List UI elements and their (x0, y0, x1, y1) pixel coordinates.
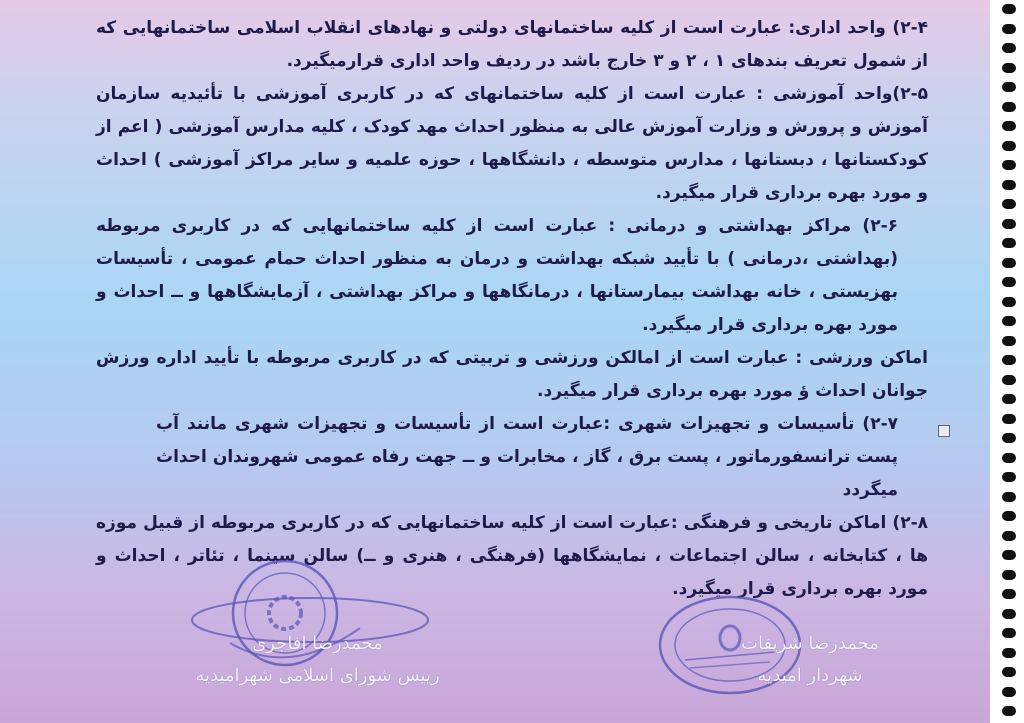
paragraph-educational: ۲-۵)واحد آموزشی : عبارت است از کلیه ساختمانهای که در کاربری آموزشی با تأئیدیه سازمان آموزش و پرورش و وزارت آموزش عالی به منظور احداث مهد کودک ، کلیه مدارس آموزشی ( اعم از کودکستانها ، دبستانها ، مدارس متوسطه ، دانشگاهها ، حوزه علمیه و سایر مراکز آموزشی ) احداث و مورد بهره برداری قرار میگیرد. (96, 84, 928, 203)
binding-hole-icon (1002, 316, 1016, 326)
binding-hole-icon (1002, 199, 1016, 209)
binding-hole-icon (1002, 336, 1016, 346)
binding-hole-icon (1002, 667, 1016, 677)
binding-hole-icon (1002, 492, 1016, 502)
mayor-title: شهردار امیدیه (757, 665, 863, 686)
binding-hole-icon (1002, 414, 1016, 424)
binding-hole-icon (1002, 550, 1016, 560)
binding-hole-icon (1002, 82, 1016, 92)
binding-hole-icon (1002, 433, 1016, 443)
binding-hole-icon (1002, 219, 1016, 229)
binding-hole-icon (1002, 511, 1016, 521)
binding-hole-icon (1002, 180, 1016, 190)
mayor-name: محمدرضا شریفات (741, 633, 879, 654)
binding-hole-icon (1002, 394, 1016, 404)
binding-hole-icon (1002, 570, 1016, 580)
paragraph-health: ۲-۶) مراکز بهداشتی و درمانی : عبارت است از کلیه ساختمانهایی که در کاربری مربوطه (بهداشتی ،درمانی ) با تأیید شبکه بهداشت و درمان به منظور احداث حمام عمومی ، تأسیسات بهزیستی ، خانه بهداشت بیمارستانها ، درمانگاهها و مراکز بهداشتی ، آزمایشگاهها و ــ احداث و مورد بهره برداری قرار میگیرد. (96, 216, 898, 335)
binding-hole-icon (1002, 102, 1016, 112)
binding-hole-icon (1002, 141, 1016, 151)
binding-hole-icon (1002, 160, 1016, 170)
binding-hole-icon (1002, 277, 1016, 287)
binding-hole-icon (1002, 258, 1016, 268)
binding-hole-icon (1002, 63, 1016, 73)
paragraph-sports: اماکن ورزشی : عبارت است از امالکن ورزشی و تربیتی که در کاربری مربوطه با تأیید اداره ورزش جوانان احداث ؤ مورد بهره برداری قرار میگیرد. (96, 348, 928, 401)
binding-hole-icon (1002, 121, 1016, 131)
council-head-title: رییس شورای اسلامی شهرامیدیه (195, 665, 440, 686)
binding-hole-icon (1002, 472, 1016, 482)
council-head-name: محمدرضا افاجری (252, 633, 383, 654)
binding-hole-icon (1002, 238, 1016, 248)
paragraph-administrative: ۲-۴) واحد اداری: عبارت است از کلیه ساختمانهای دولتی و نهادهای انقلاب اسلامی ساختمانهایی که از شمول تعریف بندهای ۱ ، ۲ و ۳ خارج باشد در ردیف واحد اداری قرارمیگیرد. (96, 18, 928, 71)
binding-hole-icon (1002, 628, 1016, 638)
binding-hole-icon (1002, 648, 1016, 658)
binding-hole-icon (1002, 375, 1016, 385)
spiral-binding (990, 0, 1024, 723)
binding-hole-icon (1002, 453, 1016, 463)
paragraph-cultural: ۲-۸) اماکن تاریخی و فرهنگی :عبارت است از کلیه ساختمانهایی که در کاربری مربوطه از قبیل موزه ها ، کتابخانه ، سالن اجتماعات ، نمایشگاهها (فرهنگی ، هنری و ــ) سالن سینما ، تئاتر ، احداث و مورد بهره برداری قرار میگیرد. (96, 513, 928, 599)
council-head-signature (175, 628, 460, 692)
binding-hole-icon (1002, 355, 1016, 365)
signature-area (0, 600, 990, 710)
binding-hole-icon (1002, 609, 1016, 619)
binding-hole-icon (1002, 687, 1016, 697)
binding-hole-icon (1002, 43, 1016, 53)
binding-hole-icon (1002, 589, 1016, 599)
document-body (96, 12, 928, 606)
binding-hole-icon (1002, 706, 1016, 716)
paragraph-urban-facilities: ۲-۷) تأسیسات و تجهیزات شهری :عبارت است از تأسیسات و تجهیزات شهری مانند آب پست ترانسفورماتور ، پست برق ، گاز ، مخابرات و ــ جهت رفاه عمومی شهروندان احداث میگردد (156, 414, 898, 500)
binding-hole-icon (1002, 24, 1016, 34)
binding-hole-icon (1002, 297, 1016, 307)
page-marker-icon (938, 425, 950, 437)
binding-hole-icon (1002, 4, 1016, 14)
mayor-signature (690, 628, 930, 692)
binding-hole-icon (1002, 531, 1016, 541)
